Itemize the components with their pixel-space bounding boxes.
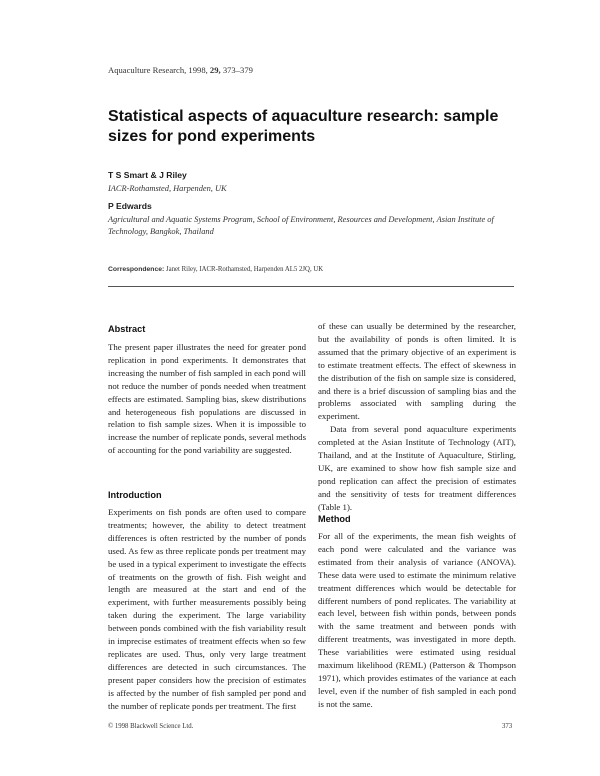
- journal-name: Aquaculture Research,: [108, 65, 187, 75]
- header-divider: [108, 286, 514, 287]
- journal-volume: 29,: [209, 65, 221, 75]
- introduction-text-right: [318, 320, 516, 514]
- introduction-paragraph-2: Data from several pond aquaculture experiments completed at the Asian Institute of Technology (AIT), Thailand, and at the Institute of Aquaculture, Stirling, UK, are examined to show how fish sample size and pond replication can affect the precision of estimates and the sensitivity of tests for treatment differences (Table 1).: [318, 424, 516, 512]
- correspondence-label: Correspondence:: [108, 266, 165, 273]
- introduction-paragraph-1: Experiments on fish ponds are often used to compare treatments; however, the ability to detect treatment differences is often restricted by the number of ponds used. As few as three replicate ponds per treatment may be used in a typical experiment to investigate the effects of treatments on the growth of fish. Fish weight and length are measured at the start and end of the experiment, with further measurements possibly being taken during the experiment. The large variability between ponds combined with the fish variability result in imprecise estimates of treatment effects when so few replicates are used. Thus, only very large treatment differences are detected in such circumstances. The present paper considers how the precision of estimates is affected by the number of fish sampled per pond and the number of replicate ponds per treatment. The first: [108, 507, 306, 711]
- introduction-text-left: [108, 506, 306, 713]
- article-title: Statistical aspects of aquaculture research: sample sizes for pond experiments: [108, 108, 499, 145]
- journal-year: 1998,: [188, 65, 208, 75]
- introduction-heading: Introduction: [108, 490, 162, 500]
- author-affiliation-2: Agricultural and Aquatic Systems Program, School of Environment, Resources and Development, Asian Institute of Technology, Bangkok, Thailand: [108, 215, 494, 236]
- introduction-paragraph-1-continued: of these can usually be determined by the researcher, but the availability of ponds is often limited. It is assumed that the primary objective of an experiment is to estimate treatment effects. The effect of skewness in the distribution of the fish on sample size is considered, and there is a brief discussion of sampling bias and the problems associated with sampling during the experiment.: [318, 321, 516, 422]
- abstract-paragraph: The present paper illustrates the need for greater pond replication in pond experiments. It demonstrates that increasing the number of fish sampled in each pond will not reduce the number of ponds needed when treatment effects are estimated. Sampling bias, skew distributions and heterogeneous fish populations are discussed in relation to fish sample sizes. When it is impossible to increase the number of replicate ponds, several methods of accounting for the pond variability are suggested.: [108, 342, 306, 456]
- author-affiliation-1: IACR-Rothamsted, Harpenden, UK: [108, 184, 227, 193]
- journal-pages: 373–379: [222, 65, 253, 75]
- abstract-heading: Abstract: [108, 324, 146, 334]
- page-number: 373: [502, 723, 513, 730]
- footer-copyright: © 1998 Blackwell Science Ltd.: [108, 723, 194, 730]
- method-heading: Method: [318, 514, 351, 524]
- journal-citation: [108, 65, 253, 75]
- method-text: [318, 530, 516, 711]
- method-paragraph: For all of the experiments, the mean fish weights of each pond were calculated and the variance was estimated from their analysis of variance (ANOVA). These data were used to estimate the minimum relative treatment differences which would be detectable for different numbers of pond replicates. The variability at each level, between fish within ponds, between ponds with the same treatment and between ponds with different treatments, was investigated in more depth. These variabilities were estimated using residual maximum likelihood (REML) (Patterson & Thompson 1971), which provides estimates of the variance at each level, even if the number of fish sampled in each pond is not the same.: [318, 531, 516, 709]
- correspondence: [108, 266, 323, 273]
- correspondence-text: Janet Riley, IACR-Rothamsted, Harpenden AL5 2JQ, UK: [165, 266, 324, 273]
- author-names-2: P Edwards: [108, 201, 152, 211]
- abstract-text: [108, 341, 306, 457]
- author-names-1: T S Smart & J Riley: [108, 170, 187, 180]
